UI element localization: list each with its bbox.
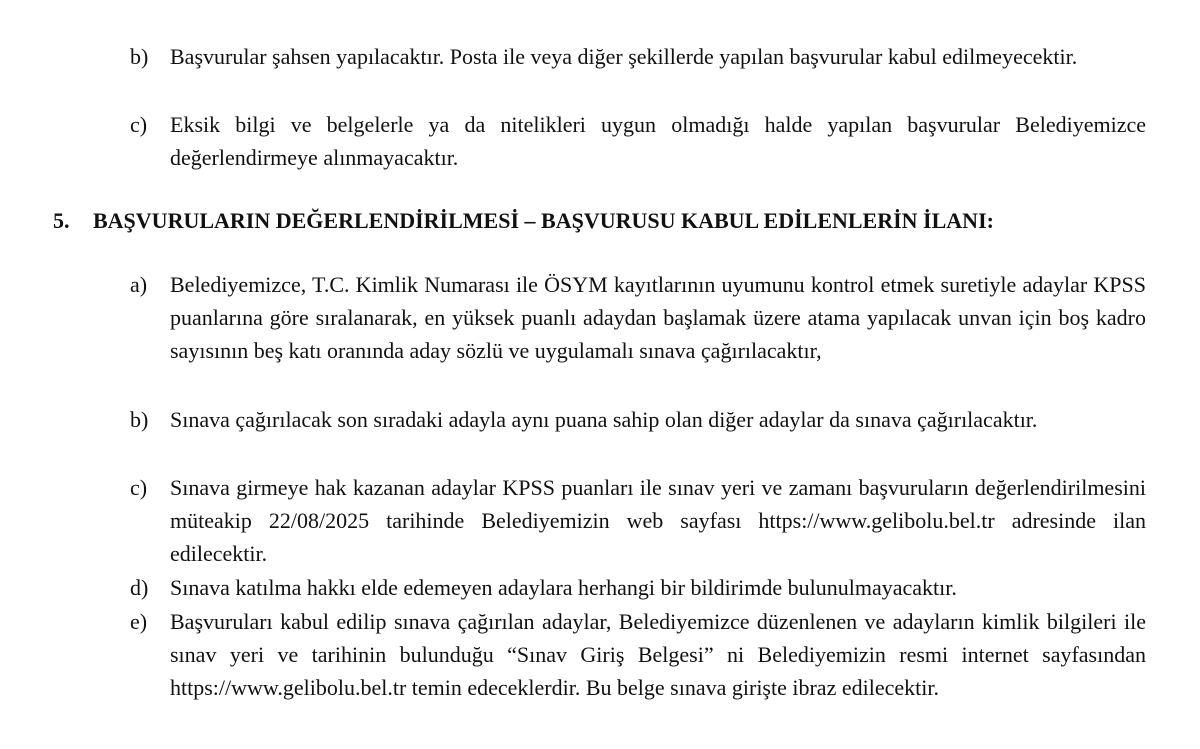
- list-item: [130, 40, 1146, 73]
- list-item: [130, 108, 1146, 174]
- list-item-text: Belediyemizce, T.C. Kimlik Numarası ile ÖSYM kayıtlarının uyumunu kontrol etmek suretiyle adaylar KPSS puanlarına göre sıralanarak, en yüksek puanlı adaydan başlamak üzere atama yapılacak unvan için boş kadro sayısının beş katı oranında aday sözlü ve uygulamalı sınava çağırılacaktır,: [170, 272, 1146, 363]
- list-marker: b): [130, 44, 149, 69]
- list-marker: c): [130, 475, 148, 500]
- list-item: [130, 268, 1146, 367]
- list-item-text: Sınava girmeye hak kazanan adaylar KPSS puanları ile sınav yeri ve zamanı başvuruların değerlendirilmesini müteakip 22/08/2025 tarihinde Belediyemizin web sayfası https://www.gelibolu.bel.tr adresinde ilan edilecektir.: [170, 475, 1146, 566]
- section-title: BAŞVURULARIN DEĞERLENDİRİLMESİ – BAŞVURUSU KABUL EDİLENLERİN İLANI:: [93, 208, 994, 233]
- list-item: [130, 571, 1146, 604]
- list-item-text: Sınava çağırılacak son sıradaki adayla aynı puana sahip olan diğer adaylar da sınava çağırılacaktır.: [170, 407, 1038, 432]
- list-marker: a): [130, 272, 148, 297]
- list-item-text: Başvurular şahsen yapılacaktır. Posta ile veya diğer şekillerde yapılan başvurular kabul edilmeyecektir.: [170, 44, 1078, 69]
- list-item-text: Sınava katılma hakkı elde edemeyen adaylara herhangi bir bildirimde bulunulmayacaktır.: [170, 575, 957, 600]
- list-item-text: Başvuruları kabul edilip sınava çağırılan adaylar, Belediyemizce düzenlenen ve adayların kimlik bilgileri ile sınav yeri ve tarihinin bulunduğu “Sınav Giriş Belgesi” ni Belediyemizin resmi internet sayfasından https://www.gelibolu.bel.tr temin edeceklerdir. Bu belge sınava girişte ibraz edilecektir.: [170, 609, 1146, 700]
- list-marker: c): [130, 112, 148, 137]
- list-item-text: Eksik bilgi ve belgelerle ya da nitelikleri uygun olmadığı halde yapılan başvurular Belediyemizce değerlendirmeye alınmayacaktır.: [170, 112, 1146, 170]
- list-item: [130, 471, 1146, 570]
- list-marker: d): [130, 575, 149, 600]
- list-item: [130, 403, 1146, 436]
- list-marker: e): [130, 609, 148, 634]
- section-number: 5.: [53, 208, 70, 233]
- list-item: [130, 605, 1146, 704]
- list-marker: b): [130, 407, 149, 432]
- section-heading: [53, 207, 1073, 234]
